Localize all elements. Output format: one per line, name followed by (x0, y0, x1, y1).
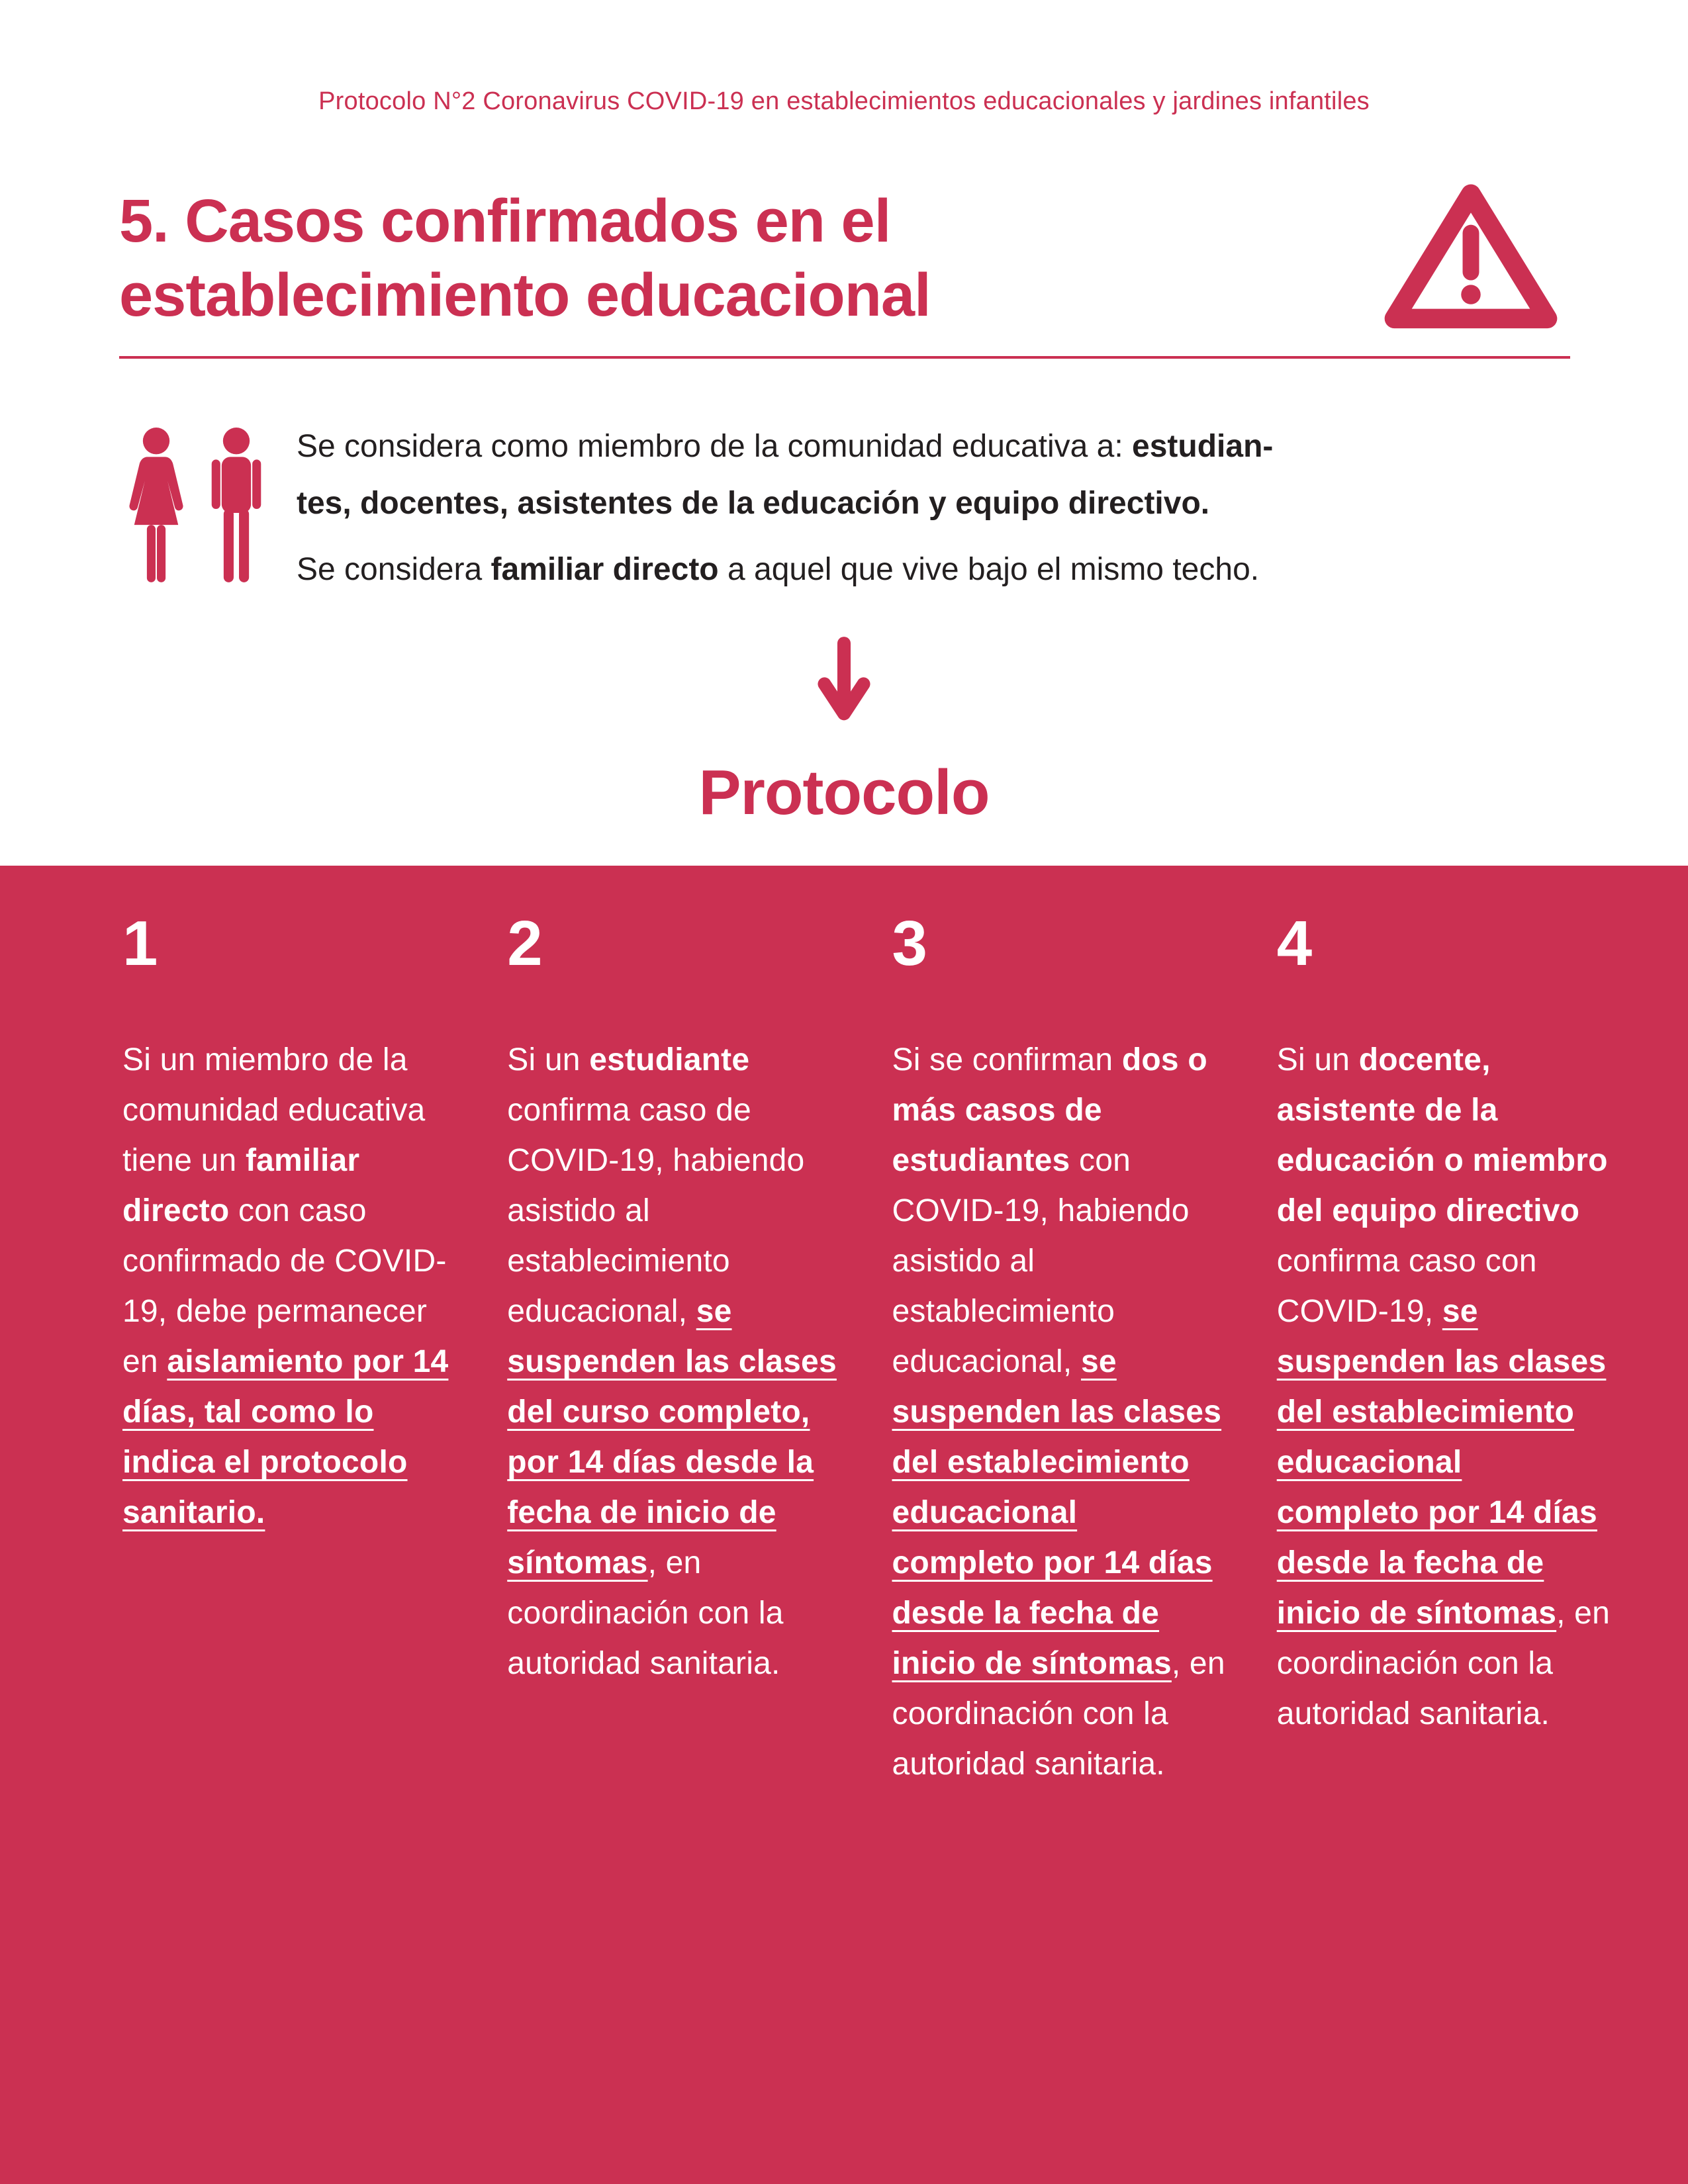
protocol-label: Protocolo (698, 757, 990, 828)
step-text: Si se confirman dos o más casos de estudiantes con COVID-19, habiendo asistido al establecimiento educacional, se suspenden las clases del establecimiento educacional completo por 14 días desde la fecha de inicio de síntomas, en coordinación con la autoridad sanitaria. (892, 1042, 1225, 1782)
woman-pictogram-icon (119, 424, 193, 597)
protocol-flow-header (0, 623, 1688, 829)
protocol-step-2 (507, 908, 840, 1790)
intro-paragraph-2: Se considera familiar directo a aquel que vive bajo el mismo techo. (297, 552, 1260, 587)
page-title: 5. Casos confirmados en el establecimiento educacional (119, 187, 931, 329)
title-divider (119, 356, 1570, 359)
document-header: Protocolo N°2 Coronavirus COVID-19 en establecimientos educacionales y jardines infantiles (318, 87, 1370, 115)
protocol-step-4 (1276, 908, 1610, 1790)
intro-section (119, 418, 1582, 602)
protocol-columns (0, 866, 1688, 1790)
warning-triangle-svg (1381, 173, 1561, 336)
step-number: 3 (892, 908, 927, 979)
warning-triangle-icon (1381, 173, 1561, 336)
intro-paragraph-1: Se considera como miembro de la comunidad educativa a: estudian- tes, docentes, asistentes de la educación y equipo directivo. (297, 429, 1274, 521)
step-text: Si un miembro de la comunidad educativa tiene un familiar directo con caso confirmado de COVID-19, debe permanecer en aislamiento por 14 días, tal como lo indica el protocolo sanitario. (122, 1042, 449, 1530)
step-number: 4 (1276, 908, 1313, 979)
down-arrow-icon (805, 623, 883, 749)
protocol-step-1 (122, 908, 455, 1790)
step-text: Si un docente, asistente de la educación o miembro del equipo directivo confirma caso con COVID-19, se suspenden las clases del establecimiento educacional completo por 14 días desde la fecha de inicio de síntomas, en coordinación con la autoridad sanitaria. (1276, 1042, 1610, 1731)
man-pictogram-icon (203, 424, 270, 597)
step-number: 1 (122, 908, 158, 979)
protocol-step-3 (892, 908, 1225, 1790)
step-number: 2 (507, 908, 543, 979)
people-icons (119, 418, 278, 602)
protocol-band (0, 866, 1688, 2184)
step-text: Si un estudiante confirma caso de COVID-19, habiendo asistido al establecimiento educacional, se suspenden las clases del curso completo, por 14 días desde la fecha de inicio de síntomas, en coordinación con la autoridad sanitaria. (507, 1042, 837, 1681)
intro-text (297, 418, 1273, 602)
